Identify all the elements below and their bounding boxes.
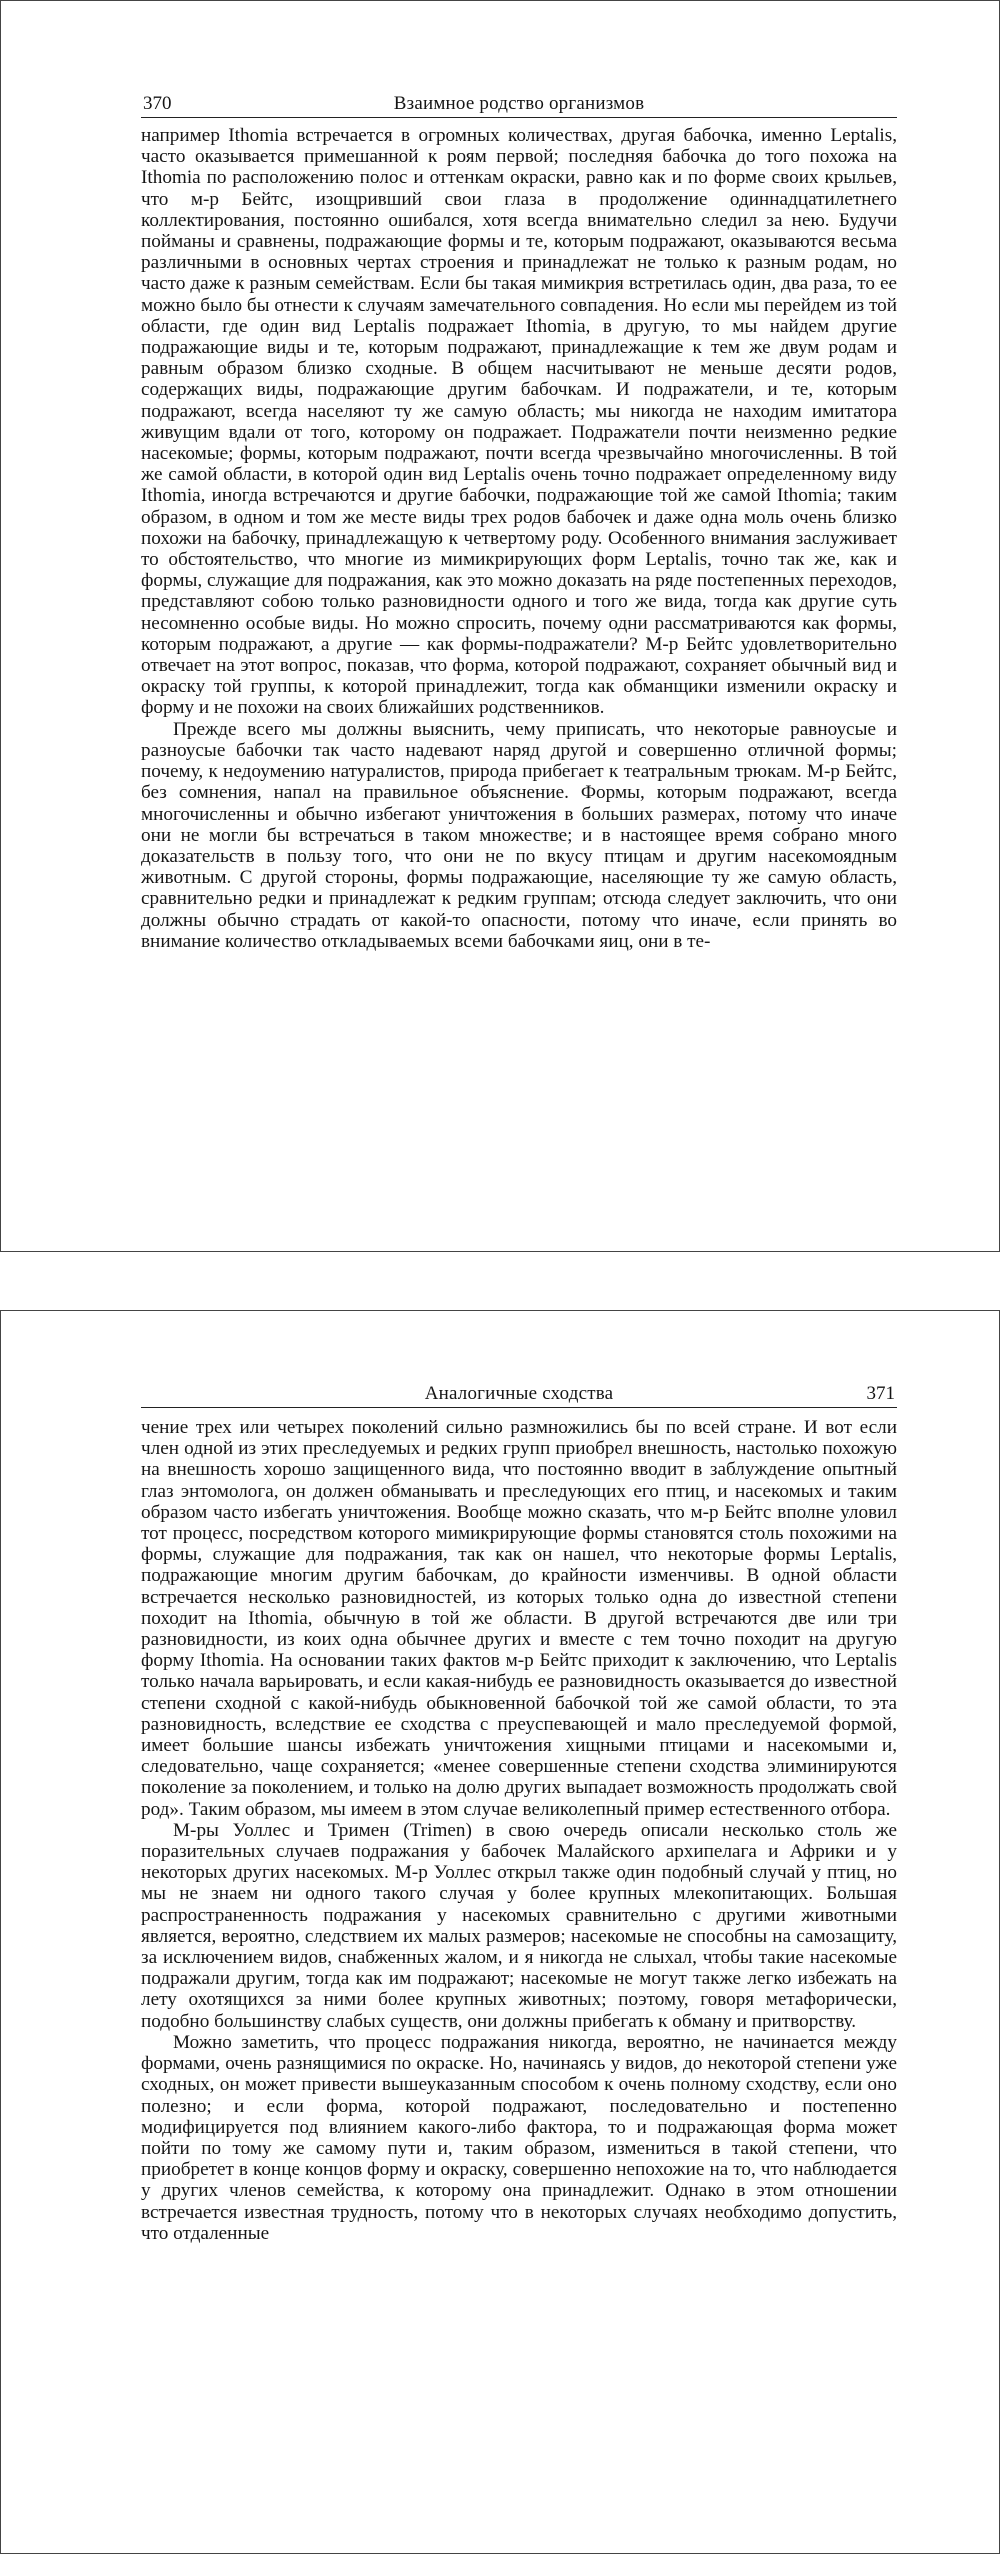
paragraph: Можно заметить, что процесс подражания никогда, вероятно, не начинается между формами, очень разнящимися по окраске. Но, начинаясь у видов, до некоторой степени уже сходных, он может привести вышеуказанным способом к очень полному сходству, если оно полезно; и если форма, которой подражают, последовательно и постепенно модифицируется под влиянием какого-либо фактора, то и подражающая форма может пойти по тому же самому пути и, таким образом, измениться в такой степени, что приобретет в конце концов форму и окраску, совершенно непохожие на то, что наблюдается у других членов семейства, к которому она принадлежит. Однако в этом отношении встречается известная трудность, потому что в некоторых случаях необходимо допустить, что отдаленные — [141, 2031, 897, 2244]
paragraph: Прежде всего мы должны выяснить, чему приписать, что некоторые равноусые и разноусые бабочки так часто надевают наряд другой и совершенно отличной формы; почему, к недоумению натуралистов, природа прибегает к театральным трюкам. М-р Бейтс, без сомнения, напал на правильное объяснение. Формы, которым подражают, всегда многочисленны и обычно избегают уничтожения в больших размерах, потому что иначе они не могли бы встречаться в таком множестве; и в настоящее время собрано много доказательств в пользу того, что они не по вкусу птицам и другим насекомоядным животным. С другой стороны, формы подражающие, населяющие ту же самую область, сравнительно редки и принадлежат к редким группам; отсюда следует заключить, что они должны обычно страдать от какой-то опасности, потому что иначе, если принять во внимание количество откладываемых всеми бабочками яиц, они в те- — [141, 718, 897, 952]
page-number: 371 — [866, 1383, 895, 1404]
running-title: Взаимное родство организмов — [393, 93, 645, 114]
left-page — [0, 0, 1000, 1252]
right-page — [0, 1310, 1000, 2554]
paragraph: чение трех или четырех поколений сильно размножились бы по всей стране. И вот если член одной из этих преследуемых и редких групп приобрел внешность, настолько похожую на внешность хорошо защищенного вида, что постоянно вводит в заблуждение опытный глаз энтомолога, он должен обманывать и преследующих его птиц, и насекомых и таким образом часто избегать уничтожения. Вообще можно сказать, что м-р Бейтс вполне уловил тот процесс, посредством которого мимикрирующие формы становятся столь похожими на формы, служащие для подражания, так как он нашел, что некоторые формы Leptalis, подражающие многим другим бабочкам, до крайности изменчивы. В одной области встречается несколько разновидностей, из которых только одна до известной степени походит на Ithomia, обычную в той же области. В другой встречаются две или три разновидности, из коих одна обычнее других и вместе с тем точно походит на другую форму Ithomia. На основании таких фактов м-р Бейтс приходит к заключению, что Leptalis только начала варьировать, и если какая-нибудь ее разновидность оказывается до известной степени сходной с какой-нибудь обыкновенной бабочкой той же самой области, то эта разновидность, вследствие ее сходства с преуспевающей и мало преследуемой формой, имеет большие шансы избежать уничтожения хищными птицами и насекомыми и, следовательно, чаще сохраняется; «менее совершенные степени сходства элиминируются поколение за поколением, и только на долю других выпадает возможность продолжать свой род». Таким образом, мы имеем в этом случае великолепный пример естественного отбора. — [141, 1417, 897, 1820]
running-head — [141, 91, 897, 118]
page-number: 370 — [143, 93, 172, 114]
page-body — [141, 1417, 897, 2244]
page-body — [141, 125, 897, 952]
running-title: Аналогичные сходства — [424, 1383, 614, 1404]
paragraph: например Ithomia встречается в огромных количествах, другая бабочка, именно Leptalis, часто оказывается примешанной к роям первой; последняя бабочка до того похожа на Ithomia по расположению полос и оттенкам окраски, равно как и по форме своих крыльев, что м-р Бейтс, изощривший свои глаза в продолжение одиннадцатилетнего коллектирования, постоянно ошибался, хотя всегда внимательно следил за нею. Будучи пойманы и сравнены, подражающие формы и те, которым подражают, оказываются весьма различными в основных чертах строения и принадлежат не только к разным родам, но часто даже к разным семействам. Если бы такая мимикрия встретилась один, два раза, то ее можно было бы отнести к случаям замечательного совпадения. Но если мы перейдем из той области, где один вид Leptalis подражает Ithomia, в другую, то мы найдем другие подражающие виды и те, которым подражают, принадлежащие к тем же двум родам и равным образом близко сходные. В общем насчитывают не меньше десяти родов, содержащих виды, подражающие другим бабочкам. И подражатели, и те, которым подражают, всегда населяют ту же самую область; мы никогда не находим имитатора живущим вдали от того, которому он подражает. Подражатели почти неизменно редкие насекомые; формы, которым подражают, почти всегда чрезвычайно многочисленны. В той же самой области, в которой один вид Leptalis очень точно подражает определенному виду Ithomia, иногда встречаются и другие бабочки, подражающие той же самой Ithomia; таким образом, в одном и том же месте виды трех родов бабочек и даже одна моль очень близко похожи на бабочку, принадлежащую к четвертому роду. Особенного внимания заслуживает то обстоятельство, что многие из мимикрирующих форм Leptalis, точно так же, как и формы, служащие для подражания, как это можно доказать на ряде постепенных переходов, представляют собою только разновидности одного и того же вида, тогда как другие суть несомненно особые виды. Но можно спросить, почему одни рассматриваются как формы, которым подражают, а другие — как формы-подражатели? М-р Бейтс удовлетворительно отвечает на этот вопрос, показав, что форма, которой подражают, сохраняет обычный вид и окраску той группы, к которой принадлежит, тогда как обманщики изменили окраску и форму и не похожи на своих ближайших родственников. — [141, 125, 897, 719]
running-head — [141, 1381, 897, 1408]
paragraph: М-ры Уоллес и Тримен (Trimen) в свою очередь описали несколько столь же поразительных случаев подражания у бабочек Малайского архипелага и Африки и у некоторых других насекомых. М-р Уоллес открыл также один подобный случай у птиц, но мы не знаем ни одного такого случая у более крупных млекопитающих. Большая распространенность подражания у насекомых сравнительно с другими животными является, вероятно, следствием их малых размеров; насекомые не способны на самозащиту, за исключением видов, снабженных жалом, и я никогда не слыхал, чтобы такие насекомые подражали другим, тогда как им подражают; насекомые не могут также легко избежать на лету охотящихся за ними более крупных животных; поэтому, говоря метафорически, подобно большинству слабых существ, они должны прибегать к обману и притворству. — [141, 1819, 897, 2032]
